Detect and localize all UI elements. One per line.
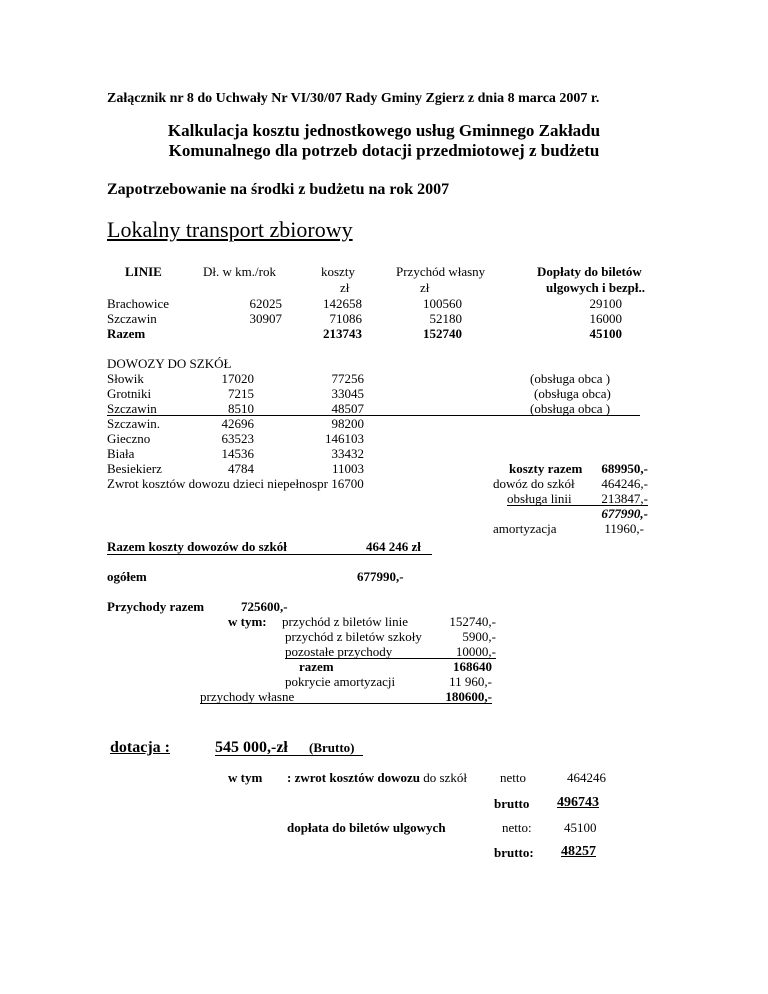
- pokrycie-value: 11 960,-: [449, 674, 492, 689]
- netto-value: 464246: [567, 770, 606, 785]
- dotacja-value: 545 000,-zł: [215, 739, 288, 756]
- line-dl: 30907: [249, 311, 282, 326]
- dowoz-km: 4784: [228, 461, 254, 476]
- dowoz-label: dowóz do szkół: [493, 476, 575, 491]
- dowoz-km: 17020: [221, 371, 254, 386]
- obsluga-label: obsługa linii: [507, 491, 572, 506]
- dowozy-heading: DOWOZY DO SZKÓŁ: [107, 356, 232, 371]
- przychod-item-label: przychód z biletów linie: [282, 614, 408, 629]
- dowoz-kwota: 33045: [331, 386, 364, 401]
- netto-label: netto: [500, 770, 526, 785]
- dowoz-note: (obsługa obca): [534, 386, 611, 401]
- dowoz-kwota: 98200: [331, 416, 364, 431]
- obsluga-value: 213847,-: [601, 491, 648, 506]
- pokrycie-label: pokrycie amortyzacji: [285, 674, 396, 689]
- dotacja-wtym: w tym: [228, 770, 263, 785]
- col-header-doplaty-1: Dopłaty do biletów: [537, 264, 642, 279]
- brutto2-label: brutto:: [494, 845, 534, 860]
- przychody-wlasne-value: 180600,-: [445, 689, 492, 704]
- dowoz-km: 7215: [228, 386, 254, 401]
- section-title: Lokalny transport zbiorowy: [107, 217, 353, 242]
- zwrot-label: [287, 770, 467, 785]
- title-line-1: Kalkulacja kosztu jednostkowego usług Gminnego Zakładu: [167, 121, 601, 140]
- col-header-dl: Dł. w km./rok: [203, 264, 276, 279]
- lines-total-koszty: 213743: [323, 326, 362, 341]
- przychod-item-label: pozostałe przychody: [285, 644, 393, 659]
- zwrot-label-rest: do szkół: [423, 770, 467, 785]
- subtitle: Zapotrzebowanie na środki z budżetu na rok 2007: [107, 181, 450, 198]
- netto2-label: netto:: [502, 820, 532, 835]
- koszty-sum-value: 677990,-: [601, 506, 648, 521]
- line-koszty: 142658: [323, 296, 362, 311]
- col-header-linie: LINIE: [125, 264, 162, 279]
- amortyzacja-value: 11960,-: [604, 521, 644, 536]
- przychody-label: Przychody razem: [107, 599, 205, 614]
- dowoz-value: 464246,-: [601, 476, 648, 491]
- dowoz-kwota: 146103: [325, 431, 364, 446]
- header-line: Załącznik nr 8 do Uchwały Nr VI/30/07 Rady Gminy Zgierz z dnia 8 marca 2007 r.: [107, 91, 600, 106]
- dowoz-km: 42696: [221, 416, 254, 431]
- title-line-2: Komunalnego dla potrzeb dotacji przedmiotowej z budżetu: [168, 141, 600, 160]
- brutto-label: brutto: [494, 796, 530, 811]
- brutto2-value: 48257: [561, 844, 596, 859]
- line-doplaty: 29100: [589, 296, 622, 311]
- line-name: Brachowice: [107, 296, 170, 311]
- dowoz-name: Besiekierz: [107, 461, 162, 476]
- line-name: Szczawin: [107, 311, 157, 326]
- line-dl: 62025: [249, 296, 282, 311]
- dowoz-kwota: 77256: [331, 371, 364, 386]
- przychody-value: 725600,-: [241, 599, 288, 614]
- line-przychod: 100560: [423, 296, 462, 311]
- lines-total-doplaty: 45100: [589, 326, 622, 341]
- divider: [107, 415, 640, 416]
- dowoz-name: Szczawin.: [107, 416, 161, 431]
- dowoz-kwota: 33432: [331, 446, 364, 461]
- dowoz-kwota: 48507: [331, 401, 364, 416]
- przychody-razem-value: 168640: [453, 659, 492, 674]
- dowoz-name: Gieczno: [107, 431, 151, 446]
- col-header-koszty-unit: zł: [340, 280, 350, 295]
- dotacja-brutto: (Brutto): [309, 740, 355, 755]
- dotacja-label: dotacja :: [110, 739, 170, 756]
- line-doplaty: 16000: [589, 311, 622, 326]
- dowoz-name: Biała: [107, 446, 135, 461]
- przychod-item-value: 10000,-: [455, 644, 496, 659]
- koszty-razem-label: koszty razem: [509, 461, 583, 476]
- col-header-przychod: Przychód własny: [396, 264, 486, 279]
- przychod-item-value: 152740,-: [449, 614, 496, 629]
- ogolem-label: ogółem: [107, 569, 147, 584]
- koszty-razem-value: 689950,-: [601, 461, 648, 476]
- line-koszty: 71086: [329, 311, 362, 326]
- col-header-przychod-unit: zł: [420, 280, 430, 295]
- divider: [107, 554, 432, 555]
- dowoz-kwota: 11003: [331, 461, 364, 476]
- doplata-label: dopłata do biletów ulgowych: [287, 820, 446, 835]
- dowoz-name: Grotniki: [107, 386, 152, 401]
- line-przychod: 52180: [429, 311, 462, 326]
- przychod-item-label: przychód z biletów szkoły: [285, 629, 422, 644]
- zwrot-niepelnospr: Zwrot kosztów dowozu dzieci niepełnospr 16700: [107, 476, 364, 491]
- brutto-value: 496743: [557, 795, 599, 810]
- dowoz-name: Słowik: [107, 371, 144, 386]
- col-header-doplaty-2: ulgowych i bezpł..: [546, 280, 645, 295]
- zwrot-label-main: : zwrot kosztów dowozu: [287, 770, 420, 785]
- dowoz-name: Szczawin: [107, 401, 157, 416]
- amortyzacja-label: amortyzacja: [493, 521, 557, 536]
- document-title: [0, 121, 768, 161]
- divider: [200, 703, 492, 704]
- przychody-wtym: w tym:: [228, 614, 267, 629]
- dowoz-note: (obsługa obca ): [530, 371, 611, 386]
- ogolem-value: 677990,-: [357, 569, 404, 584]
- divider: [215, 755, 363, 756]
- razem-dowozow-value: 464 246 zł: [366, 539, 421, 554]
- dowoz-note: (obsługa obca ): [530, 401, 611, 416]
- netto2-value: 45100: [564, 820, 597, 835]
- col-header-koszty: koszty: [321, 264, 355, 279]
- lines-total-label: Razem: [107, 326, 146, 341]
- dowoz-km: 63523: [221, 431, 254, 446]
- dowoz-km: 14536: [221, 446, 254, 461]
- przychody-wlasne-label: przychody własne: [200, 689, 295, 704]
- razem-dowozow-label: Razem koszty dowozów do szkół: [107, 539, 287, 554]
- dowoz-km: 8510: [228, 401, 254, 416]
- lines-total-przychod: 152740: [423, 326, 462, 341]
- przychod-item-value: 5900,-: [462, 629, 496, 644]
- przychody-razem-label: razem: [299, 659, 334, 674]
